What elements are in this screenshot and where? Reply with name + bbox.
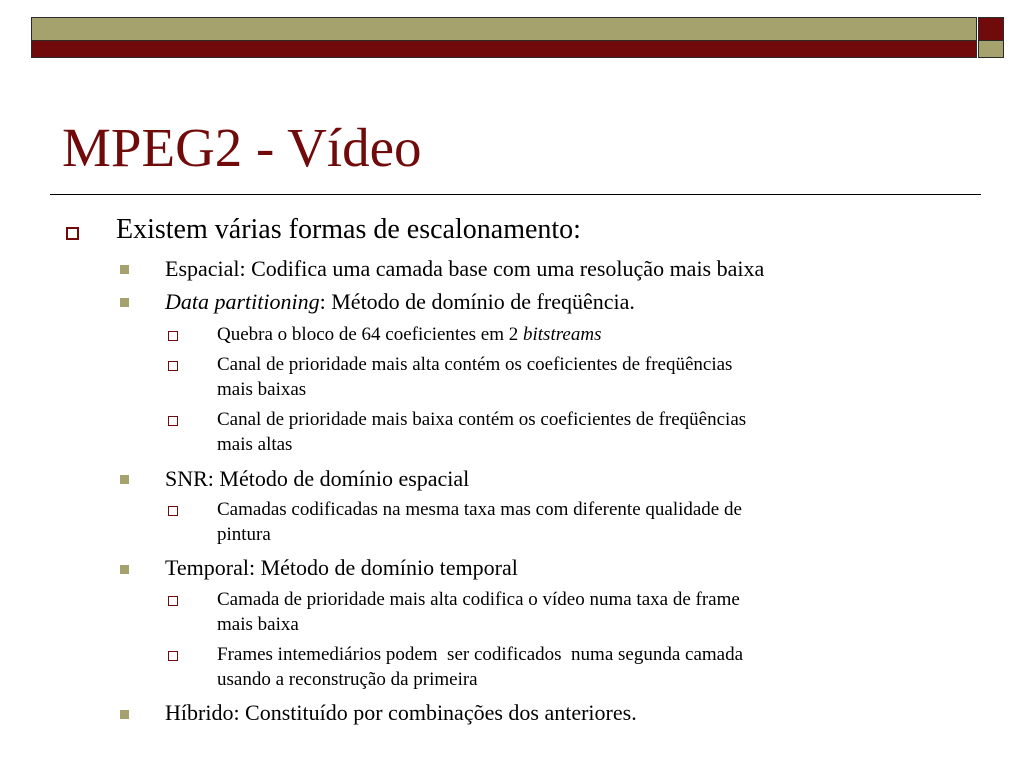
hollow-square-bullet-icon [168, 596, 178, 606]
bullet-data-partitioning [165, 289, 635, 315]
bullet-temporal: Temporal: Método de domínio temporal [165, 555, 518, 580]
bullet-canal-alta-line1: Canal de prioridade mais alta contém os coeficientes de freqüências [217, 354, 733, 375]
bullet-camadas-line2: pintura [217, 524, 271, 545]
hollow-square-bullet-icon [66, 227, 79, 240]
slide-title: MPEG2 - Vídeo [62, 117, 422, 178]
bullet-canal-baixa-line2: mais altas [217, 434, 293, 455]
quebra-bloco-text: Quebra o bloco de 64 coeficientes em 2 [217, 324, 523, 345]
bullet-frames-line2: usando a reconstrução da primeira [217, 669, 478, 690]
hollow-square-bullet-icon [168, 361, 178, 371]
bullet-camadas-line1: Camadas codificadas na mesma taxa mas com diferente qualidade de [217, 499, 742, 520]
bullet-espacial: Espacial: Codifica uma camada base com uma resolução mais baixa [165, 256, 765, 281]
hollow-square-bullet-icon [168, 651, 178, 661]
hollow-square-bullet-icon [168, 506, 178, 516]
filled-square-bullet-icon [120, 298, 129, 307]
data-partitioning-term: Data partitioning [165, 289, 320, 314]
bullet-hibrido: Híbrido: Constituído por combinações dos anteriores. [165, 700, 637, 725]
hollow-square-bullet-icon [168, 416, 178, 426]
filled-square-bullet-icon [120, 475, 129, 484]
filled-square-bullet-icon [120, 265, 129, 274]
bullet-canal-baixa-line1: Canal de prioridade mais baixa contém os coeficientes de freqüências [217, 409, 747, 430]
filled-square-bullet-icon [120, 565, 129, 574]
bullet-quebra-bloco [217, 323, 601, 346]
bullet-frames-line1: Frames intemediários podem ser codificados numa segunda camada [217, 644, 744, 665]
bullet-canal-alta-line2: mais baixas [217, 379, 307, 400]
bullet-level1: Existem várias formas de escalonamento: [116, 214, 581, 245]
bullet-snr: SNR: Método de domínio espacial [165, 466, 470, 491]
bullet-camada-prioridade-line1: Camada de prioridade mais alta codifica o vídeo numa taxa de frame [217, 589, 740, 610]
filled-square-bullet-icon [120, 710, 129, 719]
bullet-camada-prioridade-line2: mais baixa [217, 614, 299, 635]
bitstreams-term: bitstreams [523, 324, 602, 345]
hollow-square-bullet-icon [168, 331, 178, 341]
data-partitioning-desc: : Método de domínio de freqüência. [319, 289, 635, 314]
